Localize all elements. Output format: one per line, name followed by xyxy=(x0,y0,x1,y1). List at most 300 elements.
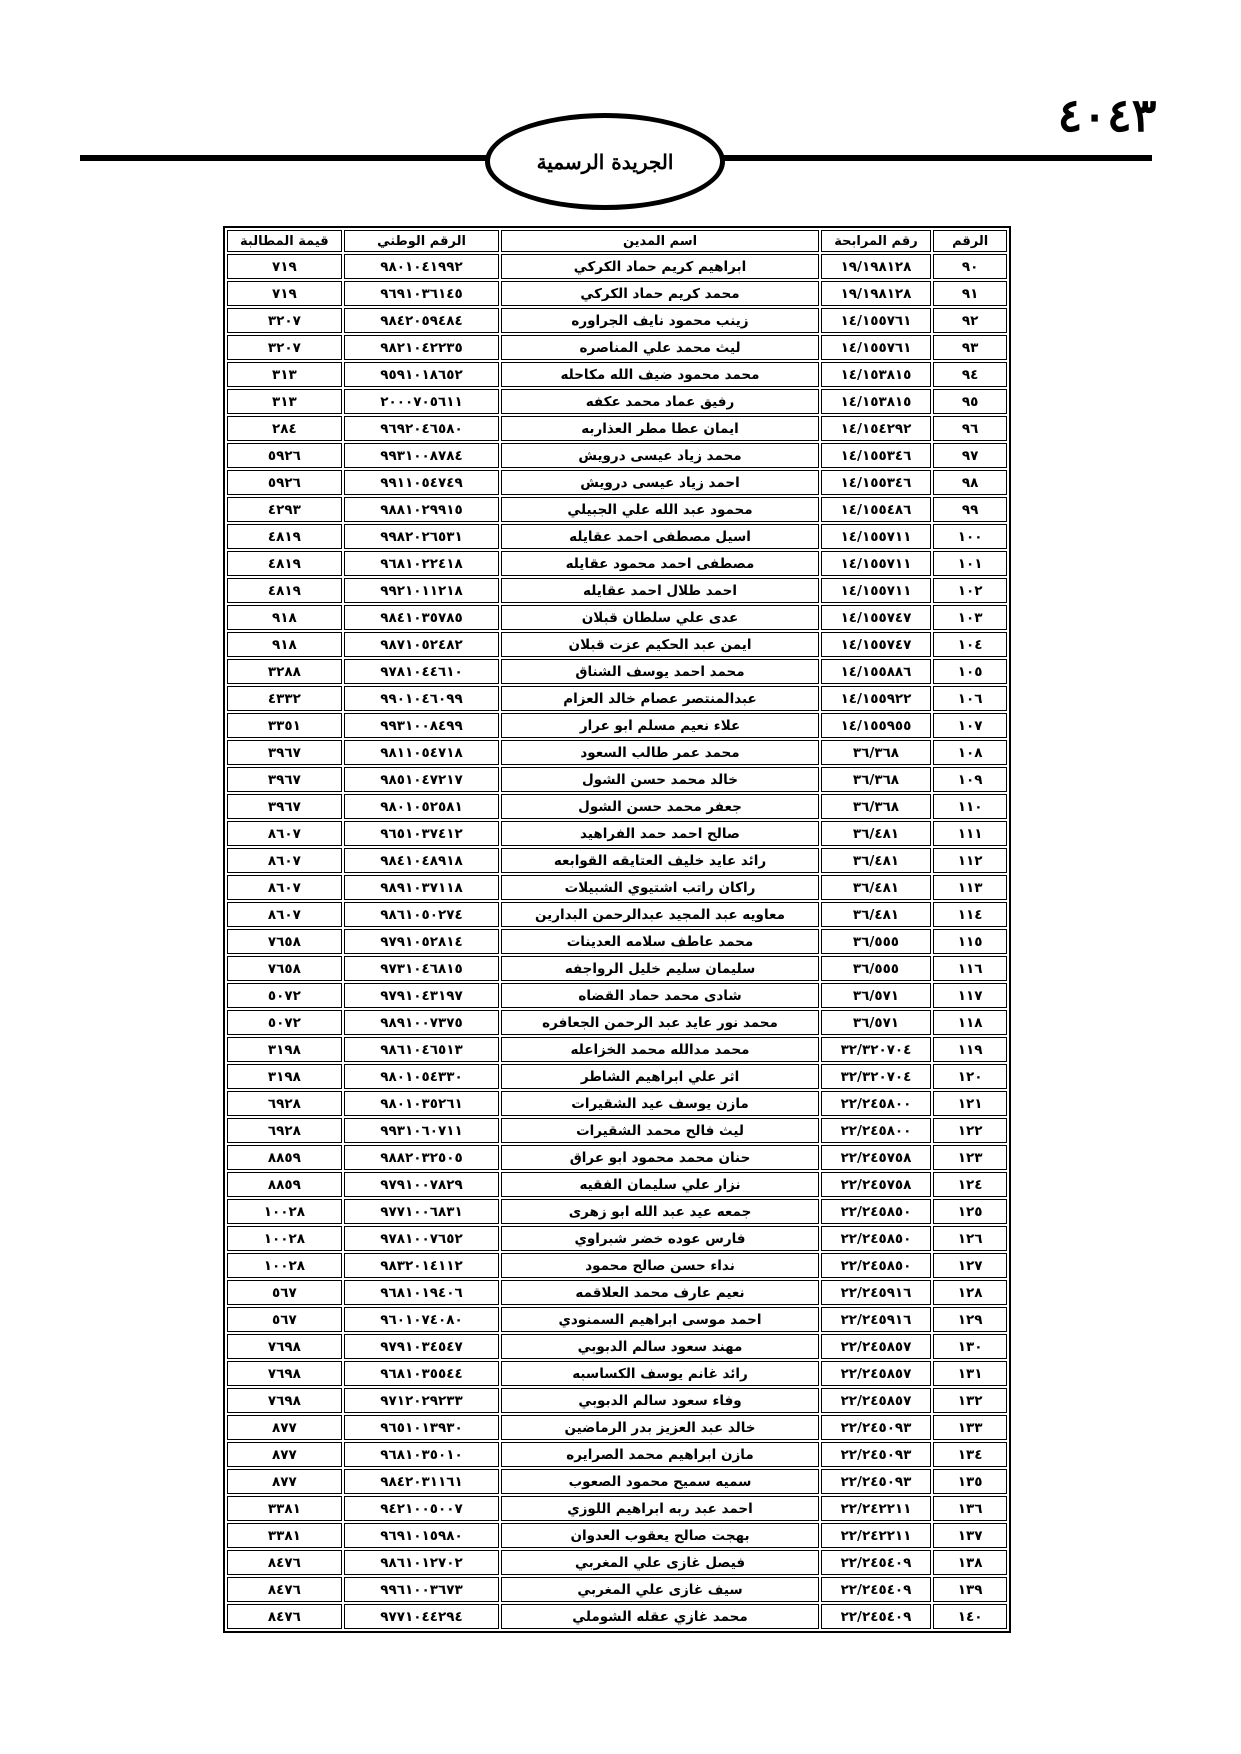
table-row xyxy=(227,956,1007,981)
national-id: ٩٧٧١٠٠٦٨٣١ xyxy=(344,1199,500,1224)
murabaha-number: ١٤/١٥٥٣٤٦ xyxy=(821,470,932,495)
national-id: ٩٩٠١٠٤٦٠٩٩ xyxy=(344,686,500,711)
murabaha-number: ٢٢/٢٤٥٠٩٣ xyxy=(821,1415,932,1440)
claim-value: ٧٦٩٨ xyxy=(227,1361,342,1386)
debtor-name: مصطفى احمد محمود عقايله xyxy=(501,551,818,576)
national-id: ٩٨١١٠٥٤٧١٨ xyxy=(344,740,500,765)
table-row xyxy=(227,497,1007,522)
debtor-name: محمود عبد الله علي الجبيلي xyxy=(501,497,818,522)
row-number: ١٠٦ xyxy=(933,686,1007,711)
table-row xyxy=(227,416,1007,441)
table-row xyxy=(227,686,1007,711)
row-number: ١٠٩ xyxy=(933,767,1007,792)
claim-value: ٨٨٥٩ xyxy=(227,1172,342,1197)
table-row xyxy=(227,254,1007,279)
table-row xyxy=(227,578,1007,603)
national-id: ٩٨٥١٠٤٧٢١٧ xyxy=(344,767,500,792)
claim-value: ٣٢٠٧ xyxy=(227,308,342,333)
row-number: ١٢١ xyxy=(933,1091,1007,1116)
murabaha-number: ١٤/١٥٥٧١١ xyxy=(821,551,932,576)
table-row xyxy=(227,524,1007,549)
row-number: ١٢٧ xyxy=(933,1253,1007,1278)
debtor-name: ليث محمد علي المناصره xyxy=(501,335,818,360)
row-number: ١١٩ xyxy=(933,1037,1007,1062)
national-id: ٩٨٦١٠٥٠٢٧٤ xyxy=(344,902,500,927)
row-number: ١٢٦ xyxy=(933,1226,1007,1251)
murabaha-number: ٣٦/٤٨١ xyxy=(821,848,932,873)
debtor-name: معاويه عبد المجيد عبدالرحمن البدارين xyxy=(501,902,818,927)
murabaha-number: ٣٦/٣٦٨ xyxy=(821,740,932,765)
claim-value: ٣٢٨٨ xyxy=(227,659,342,684)
claim-value: ٥٠٧٢ xyxy=(227,983,342,1008)
debtor-name: محمد عاطف سلامه العدينات xyxy=(501,929,818,954)
murabaha-number: ١٤/١٥٥٧٤٧ xyxy=(821,632,932,657)
national-id: ٩٧٩١٠٠٧٨٢٩ xyxy=(344,1172,500,1197)
murabaha-number: ٢٢/٢٤٥٩١٦ xyxy=(821,1307,932,1332)
claim-value: ١٠٠٢٨ xyxy=(227,1253,342,1278)
claim-value: ٤٨١٩ xyxy=(227,551,342,576)
murabaha-number: ٢٢/٢٤٥٨٥٠ xyxy=(821,1199,932,1224)
debtor-name: سليمان سليم خليل الرواجفه xyxy=(501,956,818,981)
table-row xyxy=(227,1577,1007,1602)
row-number: ٩٨ xyxy=(933,470,1007,495)
row-number: ١٣٣ xyxy=(933,1415,1007,1440)
row-number: ١٠٥ xyxy=(933,659,1007,684)
murabaha-number: ٣٦/٥٧١ xyxy=(821,1010,932,1035)
row-number: ١٣٦ xyxy=(933,1496,1007,1521)
table-row xyxy=(227,983,1007,1008)
debtor-name: فارس عوده خضر شبراوي xyxy=(501,1226,818,1251)
debtor-name: نزار علي سليمان الفقيه xyxy=(501,1172,818,1197)
claim-value: ٣٩٦٧ xyxy=(227,794,342,819)
table-row xyxy=(227,605,1007,630)
murabaha-number: ١٤/١٥٥٧٦١ xyxy=(821,335,932,360)
murabaha-number: ١٤/١٥٥٣٤٦ xyxy=(821,443,932,468)
national-id: ٩٨٧١٠٥٢٤٨٢ xyxy=(344,632,500,657)
murabaha-number: ٣٦/٥٥٥ xyxy=(821,956,932,981)
row-number: ١٢٢ xyxy=(933,1118,1007,1143)
row-number: ٩٤ xyxy=(933,362,1007,387)
murabaha-number: ٢٢/٢٤٥٠٩٣ xyxy=(821,1442,932,1467)
claim-value: ٨٤٧٦ xyxy=(227,1550,342,1575)
row-number: ١٢٠ xyxy=(933,1064,1007,1089)
table-row xyxy=(227,335,1007,360)
page-number: ٤٠٤٣ xyxy=(1057,88,1157,142)
national-id: ٩٦٩٢٠٤٦٥٨٠ xyxy=(344,416,500,441)
table-header-row xyxy=(227,230,1007,252)
table-row xyxy=(227,1091,1007,1116)
table-row xyxy=(227,1550,1007,1575)
claim-value: ٤٣٣٢ xyxy=(227,686,342,711)
table-row xyxy=(227,875,1007,900)
claim-value: ٧١٩ xyxy=(227,254,342,279)
murabaha-number: ١٤/١٥٥٧٤٧ xyxy=(821,605,932,630)
table-row xyxy=(227,308,1007,333)
table-row xyxy=(227,1469,1007,1494)
national-id: ٩٦٩١٠١٥٩٨٠ xyxy=(344,1523,500,1548)
table-row xyxy=(227,551,1007,576)
national-id: ٩٩٣١٠٦٠٧١١ xyxy=(344,1118,500,1143)
row-number: ١١٤ xyxy=(933,902,1007,927)
murabaha-number: ٢٢/٢٤٥٠٩٣ xyxy=(821,1469,932,1494)
claim-value: ٩١٨ xyxy=(227,632,342,657)
murabaha-number: ٢٢/٢٤٥٧٥٨ xyxy=(821,1172,932,1197)
gazette-title: الجريدة الرسمية xyxy=(536,149,674,174)
gazette-title-oval xyxy=(485,113,725,210)
claim-value: ٨٤٧٦ xyxy=(227,1577,342,1602)
debtor-name: وفاء سعود سالم الدبوبي xyxy=(501,1388,818,1413)
national-id: ٩٩٢١٠١١٢١٨ xyxy=(344,578,500,603)
debtor-name: محمد مدالله محمد الخزاعله xyxy=(501,1037,818,1062)
debtor-name: عبدالمنتصر عصام خالد العزام xyxy=(501,686,818,711)
murabaha-number: ٢٢/٢٤٥٨٠٠ xyxy=(821,1091,932,1116)
national-id: ٩٧٨١٠٤٤٦١٠ xyxy=(344,659,500,684)
claim-value: ٣١٩٨ xyxy=(227,1037,342,1062)
debtor-name: ايمن عبد الحكيم عزت قبلان xyxy=(501,632,818,657)
claim-value: ٨٧٧ xyxy=(227,1442,342,1467)
table-row xyxy=(227,1199,1007,1224)
murabaha-number: ١٩/١٩٨١٢٨ xyxy=(821,281,932,306)
row-number: ١١١ xyxy=(933,821,1007,846)
national-id: ٩٩٨٢٠٢٦٥٣١ xyxy=(344,524,500,549)
murabaha-number: ٣٦/٥٥٥ xyxy=(821,929,932,954)
column-header-number: الرقم xyxy=(933,230,1007,252)
row-number: ١٣١ xyxy=(933,1361,1007,1386)
row-number: ٩٢ xyxy=(933,308,1007,333)
national-id: ٩٩١١٠٥٤٧٤٩ xyxy=(344,470,500,495)
national-id: ٩٨٦١٠١٢٧٠٢ xyxy=(344,1550,500,1575)
row-number: ١٢٣ xyxy=(933,1145,1007,1170)
claim-value: ٤٢٩٣ xyxy=(227,497,342,522)
debtor-name: محمد محمود ضيف الله مكاحله xyxy=(501,362,818,387)
column-header-murabaha-number: رقم المرابحة xyxy=(821,230,932,252)
national-id: ٩٦٨١٠٣٥٥٤٤ xyxy=(344,1361,500,1386)
debtors-table xyxy=(223,226,1011,1633)
murabaha-number: ٢٢/٢٤٥٧٥٨ xyxy=(821,1145,932,1170)
murabaha-number: ٢٢/٢٤٥٤٠٩ xyxy=(821,1550,932,1575)
murabaha-number: ٢٢/٢٤٥٨٥٠ xyxy=(821,1226,932,1251)
debtor-name: رفيق عماد محمد عكفه xyxy=(501,389,818,414)
row-number: ١٣٨ xyxy=(933,1550,1007,1575)
national-id: ٩٧٧١٠٤٤٢٩٤ xyxy=(344,1604,500,1629)
national-id: ٩٨٨١٠٢٩٩١٥ xyxy=(344,497,500,522)
national-id: ٩٨٦١٠٤٦٥١٣ xyxy=(344,1037,500,1062)
murabaha-number: ٢٢/٢٤٥٨٥٧ xyxy=(821,1361,932,1386)
debtor-name: محمد زياد عيسى درويش xyxy=(501,443,818,468)
table-row xyxy=(227,1415,1007,1440)
debtor-name: محمد نور عايد عبد الرحمن الجعافره xyxy=(501,1010,818,1035)
row-number: ٩٩ xyxy=(933,497,1007,522)
debtor-name: راكان راتب اشتيوي الشبيلات xyxy=(501,875,818,900)
national-id: ٩٧٩١٠٤٣١٩٧ xyxy=(344,983,500,1008)
table-row xyxy=(227,632,1007,657)
debtor-name: نداء حسن صالح محمود xyxy=(501,1253,818,1278)
row-number: ٩٠ xyxy=(933,254,1007,279)
table-row xyxy=(227,1118,1007,1143)
debtor-name: مازن يوسف عيد الشقيرات xyxy=(501,1091,818,1116)
column-header-debtor-name: اسم المدين xyxy=(501,230,818,252)
debtors-table-container xyxy=(223,226,1011,1633)
debtor-name: فيصل غازى علي المغربي xyxy=(501,1550,818,1575)
claim-value: ٥٠٧٢ xyxy=(227,1010,342,1035)
national-id: ٩٨٢١٠٤٢٢٣٥ xyxy=(344,335,500,360)
claim-value: ٨٧٧ xyxy=(227,1415,342,1440)
murabaha-number: ٣٢/٣٢٠٧٠٤ xyxy=(821,1064,932,1089)
national-id: ٩٨٣٢٠١٤١١٢ xyxy=(344,1253,500,1278)
debtor-name: احمد موسى ابراهيم السمنودي xyxy=(501,1307,818,1332)
debtor-name: علاء نعيم مسلم ابو عرار xyxy=(501,713,818,738)
claim-value: ٧٦٥٨ xyxy=(227,929,342,954)
table-row xyxy=(227,1604,1007,1629)
debtor-name: احمد طلال احمد عقايله xyxy=(501,578,818,603)
murabaha-number: ١٤/١٥٥٧٦١ xyxy=(821,308,932,333)
debtor-name: رائد غانم يوسف الكساسبه xyxy=(501,1361,818,1386)
row-number: ١٠٠ xyxy=(933,524,1007,549)
national-id: ٩٦٠١٠٧٤٠٨٠ xyxy=(344,1307,500,1332)
row-number: ١٣٧ xyxy=(933,1523,1007,1548)
national-id: ٩٨٠١٠٤١٩٩٢ xyxy=(344,254,500,279)
murabaha-number: ١٤/١٥٥٨٨٦ xyxy=(821,659,932,684)
debtor-name: زينب محمود نايف الجراوره xyxy=(501,308,818,333)
debtor-name: ايمان عطا مطر العذاربه xyxy=(501,416,818,441)
row-number: ١٣٢ xyxy=(933,1388,1007,1413)
table-row xyxy=(227,470,1007,495)
row-number: ٩٣ xyxy=(933,335,1007,360)
national-id: ٩٦٨١٠٢٢٤١٨ xyxy=(344,551,500,576)
table-row xyxy=(227,929,1007,954)
claim-value: ٨٦٠٧ xyxy=(227,848,342,873)
murabaha-number: ٣٦/٣٦٨ xyxy=(821,767,932,792)
murabaha-number: ٢٢/٢٤٥٩١٦ xyxy=(821,1280,932,1305)
murabaha-number: ٣٦/٤٨١ xyxy=(821,821,932,846)
table-row xyxy=(227,1145,1007,1170)
table-row xyxy=(227,1388,1007,1413)
murabaha-number: ٢٢/٢٤٥٨٥٧ xyxy=(821,1388,932,1413)
row-number: ١٣٤ xyxy=(933,1442,1007,1467)
claim-value: ٧٦٥٨ xyxy=(227,956,342,981)
murabaha-number: ١٤/١٥٣٨١٥ xyxy=(821,362,932,387)
claim-value: ٤٨١٩ xyxy=(227,524,342,549)
national-id: ٩٧٩١٠٥٢٨١٤ xyxy=(344,929,500,954)
debtor-name: ليث فالح محمد الشقيرات xyxy=(501,1118,818,1143)
claim-value: ٣٣٨١ xyxy=(227,1523,342,1548)
debtor-name: خالد محمد حسن الشول xyxy=(501,767,818,792)
claim-value: ٩١٨ xyxy=(227,605,342,630)
header-rule-left xyxy=(80,155,490,161)
murabaha-number: ١٤/١٥٥٩٢٢ xyxy=(821,686,932,711)
claim-value: ٨٦٠٧ xyxy=(227,875,342,900)
row-number: ١٠١ xyxy=(933,551,1007,576)
claim-value: ٥٩٢٦ xyxy=(227,443,342,468)
row-number: ١٠٣ xyxy=(933,605,1007,630)
claim-value: ٥٦٧ xyxy=(227,1307,342,1332)
national-id: ٩٨٤٢٠٥٩٤٨٤ xyxy=(344,308,500,333)
national-id: ٩٩٣١٠٠٨٧٨٤ xyxy=(344,443,500,468)
claim-value: ٧٦٩٨ xyxy=(227,1388,342,1413)
column-header-national-id: الرقم الوطني xyxy=(344,230,500,252)
debtor-name: جعفر محمد حسن الشول xyxy=(501,794,818,819)
murabaha-number: ٢٢/٢٤٥٨٥٧ xyxy=(821,1334,932,1359)
murabaha-number: ٣٢/٣٢٠٧٠٤ xyxy=(821,1037,932,1062)
table-row xyxy=(227,1226,1007,1251)
national-id: ٩٧٨١٠٠٧٦٥٢ xyxy=(344,1226,500,1251)
row-number: ١٢٩ xyxy=(933,1307,1007,1332)
row-number: ١٤٠ xyxy=(933,1604,1007,1629)
table-row xyxy=(227,281,1007,306)
row-number: ١١٠ xyxy=(933,794,1007,819)
row-number: ١٢٥ xyxy=(933,1199,1007,1224)
claim-value: ٣٩٦٧ xyxy=(227,767,342,792)
table-row xyxy=(227,1253,1007,1278)
row-number: ١٢٤ xyxy=(933,1172,1007,1197)
row-number: ١١٧ xyxy=(933,983,1007,1008)
table-row xyxy=(227,443,1007,468)
table-row xyxy=(227,1496,1007,1521)
header-rule-right xyxy=(720,155,1152,161)
claim-value: ٥٦٧ xyxy=(227,1280,342,1305)
murabaha-number: ٢٢/٢٤٢٢١١ xyxy=(821,1523,932,1548)
debtor-name: محمد احمد يوسف الشناق xyxy=(501,659,818,684)
row-number: ١٠٧ xyxy=(933,713,1007,738)
column-header-claim-value: قيمة المطالبة xyxy=(227,230,342,252)
table-row xyxy=(227,1442,1007,1467)
row-number: ١٣٠ xyxy=(933,1334,1007,1359)
table-row xyxy=(227,1361,1007,1386)
national-id: ٩٩٦١٠٠٣٦٧٣ xyxy=(344,1577,500,1602)
row-number: ١٢٨ xyxy=(933,1280,1007,1305)
debtor-name: اسيل مصطفى احمد عقايله xyxy=(501,524,818,549)
debtor-name: نعيم عارف محمد العلاقمه xyxy=(501,1280,818,1305)
national-id: ٩٥٩١٠١٨٦٥٢ xyxy=(344,362,500,387)
claim-value: ٧١٩ xyxy=(227,281,342,306)
national-id: ٩٨٤١٠٤٨٩١٨ xyxy=(344,848,500,873)
claim-value: ٣١٣ xyxy=(227,389,342,414)
debtor-name: مهند سعود سالم الدبوبي xyxy=(501,1334,818,1359)
national-id: ٩٤٢١٠٠٥٠٠٧ xyxy=(344,1496,500,1521)
claim-value: ٨٧٧ xyxy=(227,1469,342,1494)
table-body xyxy=(227,254,1007,1629)
claim-value: ٨٨٥٩ xyxy=(227,1145,342,1170)
row-number: ٩٥ xyxy=(933,389,1007,414)
table-row xyxy=(227,740,1007,765)
table-row xyxy=(227,1334,1007,1359)
claim-value: ٥٩٢٦ xyxy=(227,470,342,495)
murabaha-number: ٢٢/٢٤٥٤٠٩ xyxy=(821,1577,932,1602)
murabaha-number: ١٤/١٥٥٧١١ xyxy=(821,524,932,549)
claim-value: ٨٦٠٧ xyxy=(227,821,342,846)
row-number: ٩١ xyxy=(933,281,1007,306)
table-row xyxy=(227,902,1007,927)
claim-value: ٦٩٢٨ xyxy=(227,1118,342,1143)
murabaha-number: ١٤/١٥٣٨١٥ xyxy=(821,389,932,414)
murabaha-number: ١٤/١٥٤٢٩٢ xyxy=(821,416,932,441)
national-id: ٩٧٩١٠٣٤٥٤٧ xyxy=(344,1334,500,1359)
claim-value: ١٠٠٢٨ xyxy=(227,1199,342,1224)
claim-value: ٢٨٤ xyxy=(227,416,342,441)
table-row xyxy=(227,767,1007,792)
debtor-name: احمد زياد عيسى درويش xyxy=(501,470,818,495)
claim-value: ١٠٠٢٨ xyxy=(227,1226,342,1251)
debtor-name: خالد عبد العزيز بدر الرماضين xyxy=(501,1415,818,1440)
debtor-name: سميه سميح محمود الصعوب xyxy=(501,1469,818,1494)
national-id: ٩٨٠١٠٥٢٥٨١ xyxy=(344,794,500,819)
murabaha-number: ١٤/١٥٥٩٥٥ xyxy=(821,713,932,738)
debtor-name: رائد عايد خليف العتايقه القوابعه xyxy=(501,848,818,873)
debtor-name: احمد عبد ربه ابراهيم اللوزي xyxy=(501,1496,818,1521)
national-id: ٩٦٩١٠٣٦١٤٥ xyxy=(344,281,500,306)
row-number: ١١٣ xyxy=(933,875,1007,900)
row-number: ١١٥ xyxy=(933,929,1007,954)
claim-value: ٨٦٠٧ xyxy=(227,902,342,927)
national-id: ٩٦٨١٠١٩٤٠٦ xyxy=(344,1280,500,1305)
row-number: ١٣٥ xyxy=(933,1469,1007,1494)
debtor-name: عدى علي سلطان قبلان xyxy=(501,605,818,630)
national-id: ٩٨٠١٠٥٤٣٣٠ xyxy=(344,1064,500,1089)
claim-value: ٦٩٢٨ xyxy=(227,1091,342,1116)
debtor-name: صالح احمد حمد الفراهيد xyxy=(501,821,818,846)
table-row xyxy=(227,1280,1007,1305)
table-row xyxy=(227,1523,1007,1548)
debtor-name: ابراهيم كريم حماد الكركي xyxy=(501,254,818,279)
table-row xyxy=(227,821,1007,846)
murabaha-number: ٢٢/٢٤٥٨٥٠ xyxy=(821,1253,932,1278)
murabaha-number: ٣٦/٥٧١ xyxy=(821,983,932,1008)
debtor-name: حنان محمد محمود ابو عراق xyxy=(501,1145,818,1170)
table-row xyxy=(227,794,1007,819)
row-number: ١٠٤ xyxy=(933,632,1007,657)
claim-value: ٣١٩٨ xyxy=(227,1064,342,1089)
national-id: ٢٠٠٠٧٠٥٦١١ xyxy=(344,389,500,414)
debtor-name: محمد عمر طالب السعود xyxy=(501,740,818,765)
national-id: ٩٦٥١٠١٣٩٣٠ xyxy=(344,1415,500,1440)
national-id: ٩٨٩١٠٣٧١١٨ xyxy=(344,875,500,900)
murabaha-number: ٢٢/٢٤٥٤٠٩ xyxy=(821,1604,932,1629)
national-id: ٩٨٨٢٠٣٢٥٠٥ xyxy=(344,1145,500,1170)
debtor-name: سيف غازى علي المغربي xyxy=(501,1577,818,1602)
murabaha-number: ١٤/١٥٥٧١١ xyxy=(821,578,932,603)
table-row xyxy=(227,1307,1007,1332)
table-row xyxy=(227,1172,1007,1197)
murabaha-number: ٣٦/٤٨١ xyxy=(821,902,932,927)
table-row xyxy=(227,1010,1007,1035)
claim-value: ٣٣٥١ xyxy=(227,713,342,738)
row-number: ٩٦ xyxy=(933,416,1007,441)
murabaha-number: ٣٦/٤٨١ xyxy=(821,875,932,900)
row-number: ١٠٢ xyxy=(933,578,1007,603)
claim-value: ٣٣٨١ xyxy=(227,1496,342,1521)
table-row xyxy=(227,713,1007,738)
debtor-name: مازن ابراهيم محمد الصرايره xyxy=(501,1442,818,1467)
debtor-name: شادى محمد حماد القضاه xyxy=(501,983,818,1008)
murabaha-number: ١٤/١٥٥٤٨٦ xyxy=(821,497,932,522)
row-number: ١١٨ xyxy=(933,1010,1007,1035)
murabaha-number: ٣٦/٣٦٨ xyxy=(821,794,932,819)
national-id: ٩٧١٢٠٢٩٢٣٣ xyxy=(344,1388,500,1413)
row-number: ١١٦ xyxy=(933,956,1007,981)
murabaha-number: ٢٢/٢٤٥٨٠٠ xyxy=(821,1118,932,1143)
national-id: ٩٦٥١٠٣٧٤١٢ xyxy=(344,821,500,846)
murabaha-number: ١٩/١٩٨١٢٨ xyxy=(821,254,932,279)
claim-value: ٨٤٧٦ xyxy=(227,1604,342,1629)
national-id: ٩٩٣١٠٠٨٤٩٩ xyxy=(344,713,500,738)
claim-value: ٧٦٩٨ xyxy=(227,1334,342,1359)
table-row xyxy=(227,848,1007,873)
national-id: ٩٨٩١٠٠٧٣٧٥ xyxy=(344,1010,500,1035)
claim-value: ٣٩٦٧ xyxy=(227,740,342,765)
national-id: ٩٨٤١٠٣٥٧٨٥ xyxy=(344,605,500,630)
debtor-name: جمعه عيد عبد الله ابو زهرى xyxy=(501,1199,818,1224)
debtor-name: محمد كريم حماد الكركي xyxy=(501,281,818,306)
